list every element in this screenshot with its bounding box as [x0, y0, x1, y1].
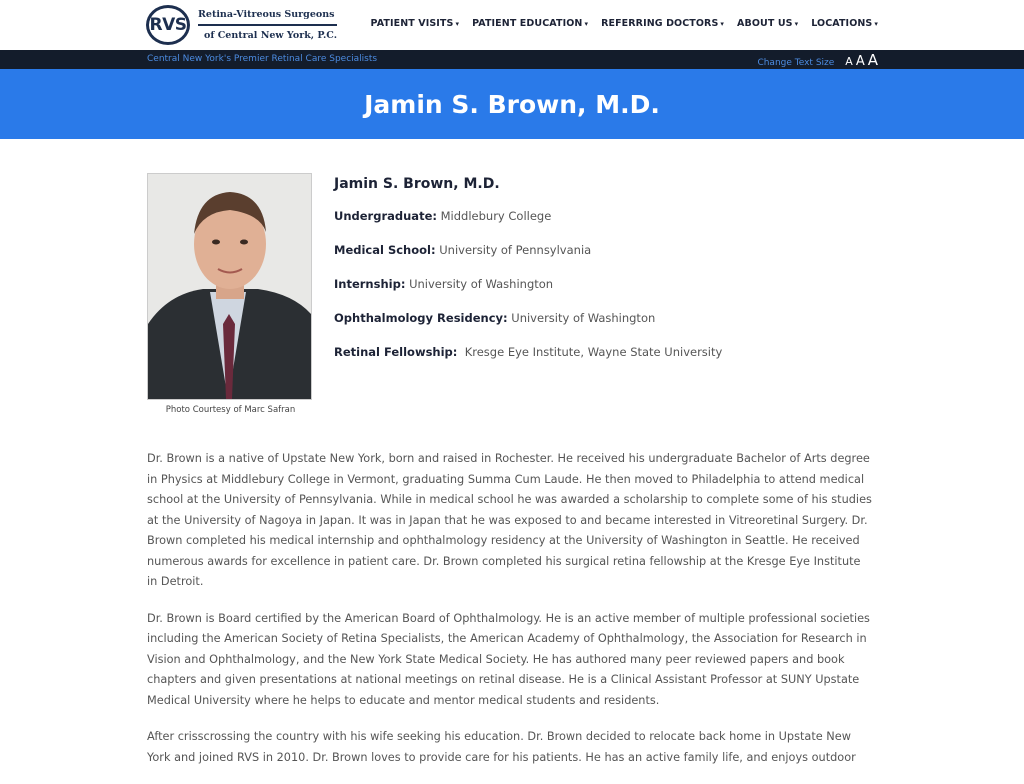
- caret-down-icon: ▾: [584, 20, 589, 28]
- fact-internship: [334, 277, 722, 291]
- nav-label: LOCATIONS: [811, 18, 873, 29]
- nav-label: PATIENT EDUCATION: [472, 18, 583, 29]
- page-title: Jamin S. Brown, M.D.: [364, 89, 660, 119]
- fact-label: Ophthalmology Residency:: [334, 311, 508, 325]
- caret-down-icon: ▾: [874, 20, 878, 28]
- caret-down-icon: ▾: [455, 20, 460, 28]
- main-nav: [371, 18, 879, 29]
- fact-undergraduate: [334, 209, 722, 223]
- caret-down-icon: ▾: [794, 20, 799, 28]
- nav-label: PATIENT VISITS: [370, 18, 454, 29]
- text-size-large-button[interactable]: A: [867, 51, 878, 69]
- nav-patient-education[interactable]: [472, 18, 588, 29]
- logo-badge: RVS: [146, 5, 190, 45]
- fact-label: Internship:: [334, 277, 406, 291]
- nav-patient-visits[interactable]: [371, 18, 460, 29]
- fact-label: Retinal Fellowship:: [334, 345, 458, 359]
- fact-value: Middlebury College: [440, 209, 552, 223]
- fact-residency: [334, 311, 722, 325]
- fact-value: Kresge Eye Institute, Wayne State University: [464, 345, 723, 359]
- nav-about-us[interactable]: [737, 18, 798, 29]
- doctor-portrait-image: [148, 174, 311, 399]
- logo-text: [198, 8, 337, 43]
- fact-value: University of Washington: [511, 311, 656, 325]
- fact-fellowship: [334, 345, 722, 359]
- profile-facts: [334, 176, 722, 379]
- fact-value: University of Pennsylvania: [439, 243, 592, 257]
- doctor-photo: [147, 173, 312, 400]
- fact-value: University of Washington: [409, 277, 554, 291]
- text-size-medium-button[interactable]: A: [855, 54, 865, 69]
- biography: [147, 449, 874, 784]
- nav-referring-doctors[interactable]: [601, 18, 724, 29]
- text-size-label: Change Text Size: [757, 58, 835, 68]
- nav-locations[interactable]: [811, 18, 878, 29]
- fact-label: Medical School:: [334, 243, 436, 257]
- bio-paragraph: After crisscrossing the country with his wife seeking his education. Dr. Brown decided to relocate back home in Upstate New York and joined RVS in 2010. Dr. Brown loves to provide care for his patients. He has an active family life, and enjoys outdoor: [147, 730, 856, 764]
- site-header: [0, 0, 1024, 50]
- nav-label: REFERRING DOCTORS: [601, 18, 719, 29]
- nav-label: ABOUT US: [737, 18, 793, 29]
- bio-paragraph: Dr. Brown is Board certified by the American Board of Ophthalmology. He is an active member of multiple professional societies including the American Society of Retina Specialists, the American Academy of Ophthalmology, the Association for Research in Vision and Ophthalmology, and the New York State Medical Society. He has authored many peer reviewed papers and book chapters and given presentations at national meetings on retinal disease. He is a Clinical Assistant Professor at SUNY Upstate Medical University where he helps to educate and mentor medical students and residents.: [147, 611, 870, 707]
- fact-label: Undergraduate:: [334, 209, 437, 223]
- text-size-control: [757, 51, 878, 69]
- photo-caption: Photo Courtesy of Marc Safran: [165, 405, 296, 415]
- caret-down-icon: ▾: [720, 20, 725, 28]
- tagline: Central New York's Premier Retinal Care Specialists: [147, 54, 378, 64]
- page-banner: [0, 69, 1024, 139]
- doctor-name: Jamin S. Brown, M.D.: [334, 176, 500, 192]
- logo-line-1: Retina-Vitreous Surgeons: [198, 8, 337, 26]
- logo-line-2: of Central New York, P.C.: [204, 29, 337, 41]
- top-bar: [0, 50, 1024, 69]
- profile-photo-block: [147, 173, 314, 415]
- bio-paragraph: Dr. Brown is a native of Upstate New York, born and raised in Rochester. He received his undergraduate Bachelor of Arts degree in Physics at Middlebury College in Vermont, graduating Summa Cum Laude. He then moved to Philadelphia to attend medical school at the University of Pennsylvania. While in medical school he was awarded a scholarship to complete some of his studies at the University of Nagoya in Japan. It was in Japan that he was exposed to and became interested in Vitreoretinal Surgery. Dr. Brown completed his medical internship and ophthalmology residency at the University of Washington in Seattle. He received numerous awards for excellence in patient care. Dr. Brown completed his surgical retina fellowship at the Kresge Eye Institute in Detroit.: [147, 452, 872, 588]
- fact-medical-school: [334, 243, 722, 257]
- text-size-small-button[interactable]: A: [845, 55, 853, 68]
- site-logo[interactable]: [146, 2, 337, 48]
